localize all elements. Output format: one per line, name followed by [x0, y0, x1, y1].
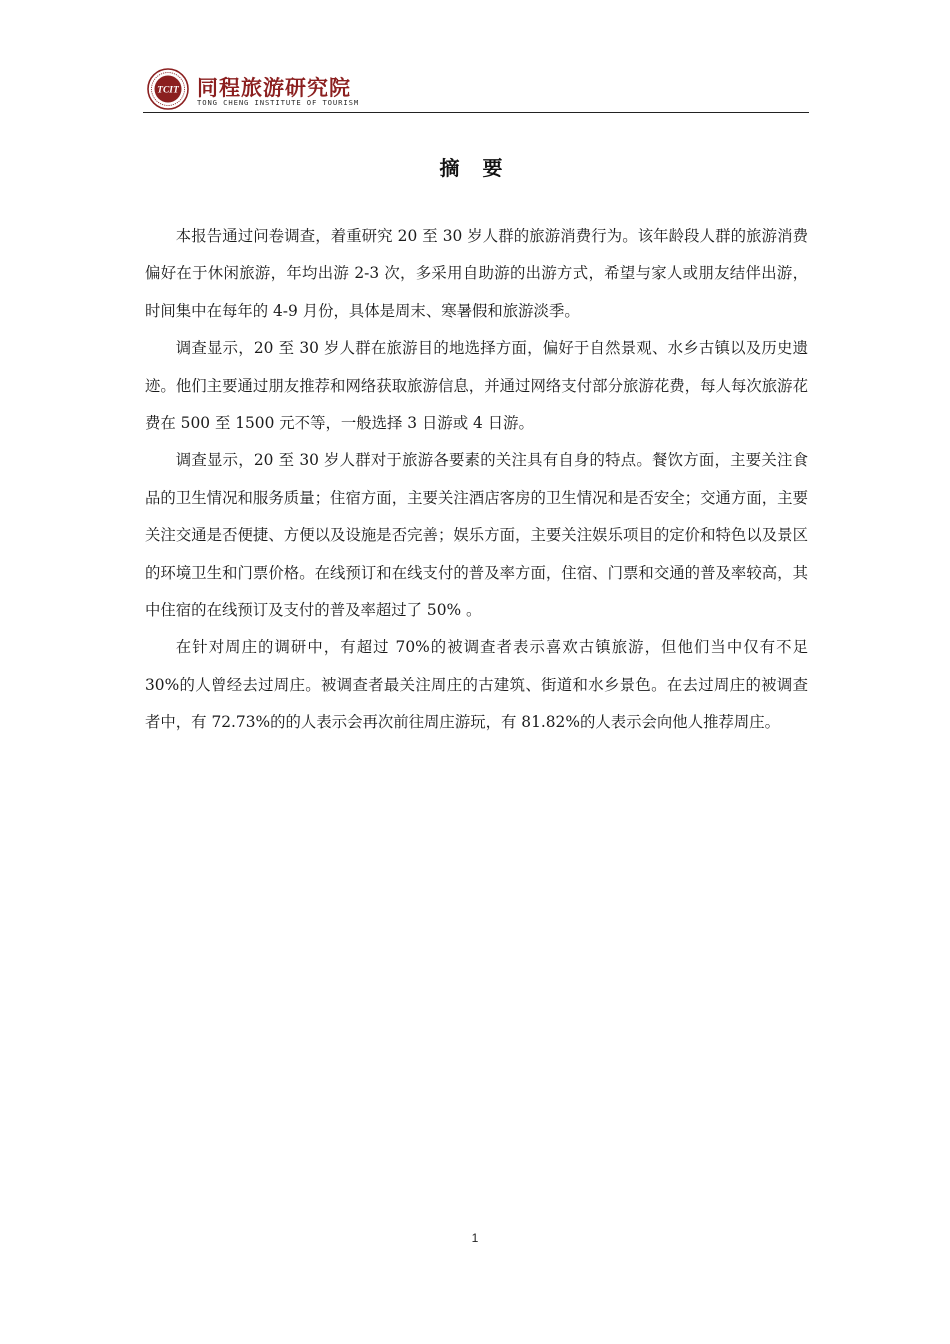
paragraph: 调查显示，20 至 30 岁人群在旅游目的地选择方面，偏好于自然景观、水乡古镇以及历史遗迹。他们主要通过朋友推荐和网络获取旅游信息，并通过网络支付部分旅游花费，每人每次旅游花费在 500 至 1500 元不等，一般选择 3 日游或 4 日游。 [145, 339, 808, 433]
header-divider [143, 112, 809, 113]
abstract-body [145, 218, 808, 742]
institute-name-cn: 同程旅游研究院 [197, 76, 351, 100]
paragraph: 本报告通过问卷调查，着重研究 20 至 30 岁人群的旅游消费行为。该年龄段人群的旅游消费偏好在于休闲旅游，年均出游 2-3 次，多采用自助游的出游方式，希望与家人或朋友结伴出游，时间集中在每年的 4-9 月份，具体是周末、寒暑假和旅游淡季。 [145, 227, 808, 320]
paragraph: 调查显示，20 至 30 岁人群对于旅游各要素的关注具有自身的特点。餐饮方面，主要关注食品的卫生情况和服务质量；住宿方面，主要关注酒店客房的卫生情况和是否安全；交通方面，主要关注交通是否便捷、方便以及设施是否完善；娱乐方面，主要关注娱乐项目的定价和特色以及景区的环境卫生和门票价格。在线预订和在线支付的普及率方面，住宿、门票和交通的普及率较高，其中住宿的在线预订及支付的普及率超过了 50% 。 [145, 451, 808, 620]
svg-text:TCIT: TCIT [157, 85, 179, 96]
paragraph: 在针对周庄的调研中，有超过 70%的被调查者表示喜欢古镇旅游，但他们当中仅有不足 30%的人曾经去过周庄。被调查者最关注周庄的古建筑、街道和水乡景色。在去过周庄的被调查者中，有 72.73%的的人表示会再次前往周庄游玩，有 81.82%的人表示会向他人推荐周庄。 [145, 638, 808, 732]
institute-seal-icon [147, 68, 189, 110]
page-header [145, 62, 809, 112]
institute-name-en: TONG CHENG INSTITUTE OF TOURISM [197, 98, 360, 107]
page-number: 1 [471, 1231, 479, 1245]
page-title: 摘 要 [439, 156, 511, 180]
